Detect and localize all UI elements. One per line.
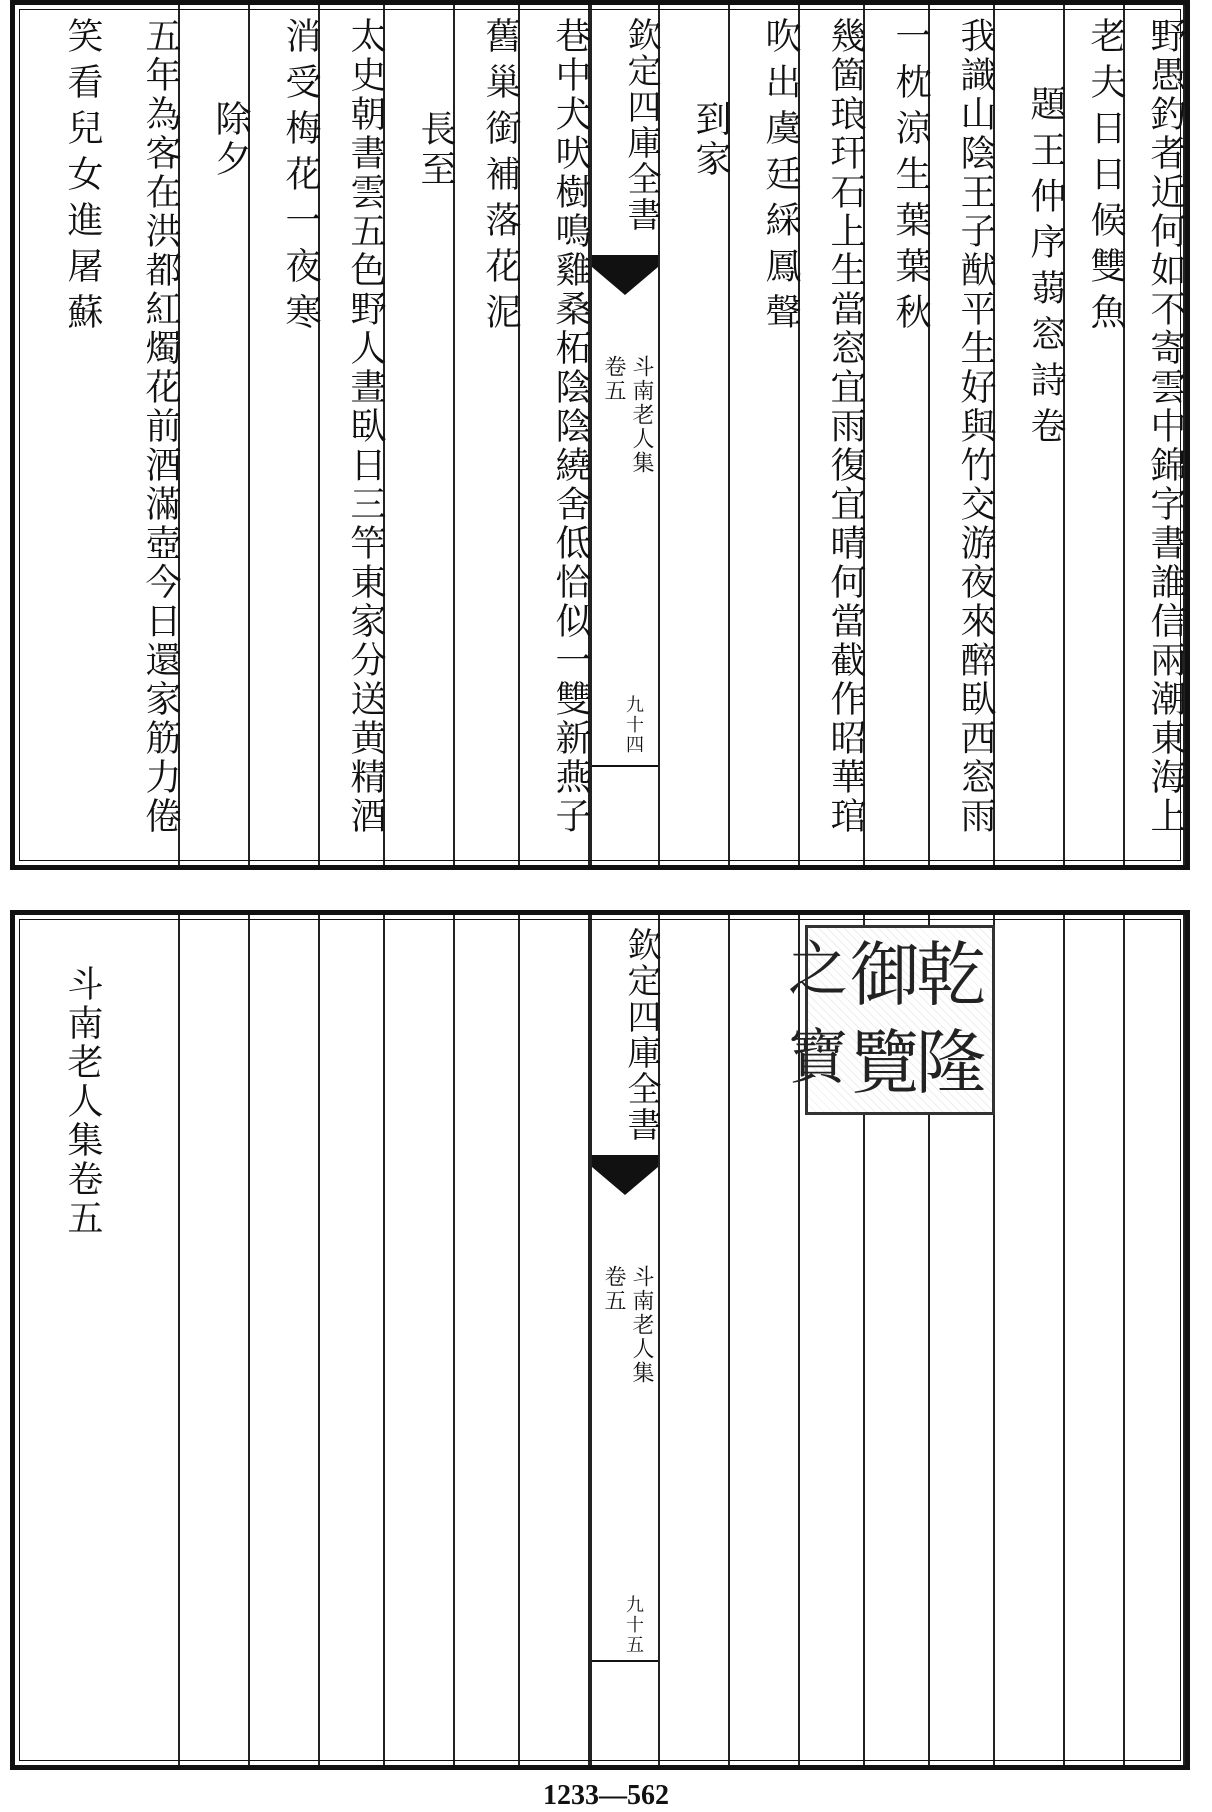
- seal-glyph: 隆: [916, 1022, 986, 1104]
- seal-glyph: 覽: [850, 1022, 920, 1104]
- verse-line: 幾箇琅玕石上生當窓宜雨復宜晴何當截作昭華琯: [825, 17, 866, 836]
- empty-column: [455, 915, 520, 1765]
- empty-column: [100, 915, 180, 1765]
- fishtail-mark: [592, 255, 658, 257]
- text-column: [100, 5, 180, 865]
- text-column: [930, 5, 995, 865]
- verse-line: 一枕涼生葉葉秋: [890, 17, 931, 339]
- juan-end-title: 斗南老人集卷五: [62, 965, 103, 1238]
- text-column: [520, 5, 590, 865]
- text-column: [180, 5, 250, 865]
- seal-glyph: 御: [850, 934, 920, 1016]
- text-column: [995, 5, 1065, 865]
- top-page: [10, 0, 1190, 870]
- poem-title: 除夕: [210, 100, 251, 180]
- center-page-number: 九十四: [623, 695, 644, 755]
- empty-column: [385, 915, 455, 1765]
- center-book-title: 斗南老人集: [629, 1265, 654, 1385]
- text-column: [1065, 5, 1125, 865]
- center-page-number: 九十五: [623, 1595, 644, 1655]
- text-column: [660, 5, 730, 865]
- seal-glyph: 之: [788, 935, 848, 1005]
- seal-glyph: 乾: [916, 934, 986, 1016]
- center-book-title: 斗南老人集: [629, 355, 654, 475]
- fishtail-mark: [592, 1155, 658, 1157]
- center-title: 欽定四庫全書: [621, 927, 661, 1143]
- page-footer: 1233—562: [543, 1780, 669, 1811]
- verse-line: 太史朝書雲五色野人晝臥日三竿東家分送黄精酒: [345, 17, 386, 836]
- text-column: [385, 5, 455, 865]
- page-number-rule: [592, 1660, 658, 1662]
- verse-line: 吹出虞廷綵鳳聲: [760, 17, 801, 339]
- empty-column: [180, 915, 250, 1765]
- text-column: [320, 5, 385, 865]
- center-fold: [590, 5, 660, 865]
- empty-column: [320, 915, 385, 1765]
- text-column: [800, 5, 865, 865]
- center-fold: [590, 915, 660, 1765]
- empty-column: [1125, 915, 1185, 1765]
- empty-column: [520, 915, 590, 1765]
- text-column: [455, 5, 520, 865]
- text-column: [1125, 5, 1185, 865]
- center-title: 欽定四庫全書: [621, 17, 661, 233]
- verse-line: 巷中犬吠樹鳴雞桑柘陰陰繞舍低恰似一雙新燕子: [550, 17, 591, 836]
- text-column: [25, 915, 103, 1765]
- text-column: [25, 5, 103, 865]
- empty-column: [995, 915, 1065, 1765]
- verse-line: 舊巢銜補落花泥: [480, 17, 521, 339]
- page-number-rule: [592, 765, 658, 767]
- verse-line: 笑看兒女進屠蘇: [62, 17, 103, 339]
- verse-line: 五年為客在洪都紅燭花前酒滿壺今日還家筋力倦: [140, 17, 181, 836]
- verse-line: 我識山陰王子猷平生好與竹交游夜來醉臥西窓雨: [955, 17, 996, 836]
- text-column: [250, 5, 320, 865]
- center-juan: 卷五: [601, 1265, 626, 1313]
- verse-line: 老夫日日候雙魚: [1085, 17, 1126, 339]
- empty-column: [1065, 915, 1125, 1765]
- poem-title: 長至: [415, 110, 456, 190]
- bottom-page: [10, 910, 1190, 1770]
- center-juan: 卷五: [601, 355, 626, 403]
- text-column: [730, 5, 800, 865]
- empty-column: [660, 915, 730, 1765]
- imperial-seal: [788, 925, 995, 1115]
- text-column: [865, 5, 930, 865]
- verse-line: 野愚釣者近何如不寄雲中錦字書誰信兩潮東海上: [1145, 17, 1186, 836]
- verse-line: 消受梅花一夜寒: [280, 17, 321, 339]
- empty-column: [250, 915, 320, 1765]
- poem-title: 到家: [690, 100, 731, 180]
- poem-title: 題王仲序蒻窓詩卷: [1025, 85, 1066, 453]
- seal-glyph: 寶: [788, 1023, 848, 1093]
